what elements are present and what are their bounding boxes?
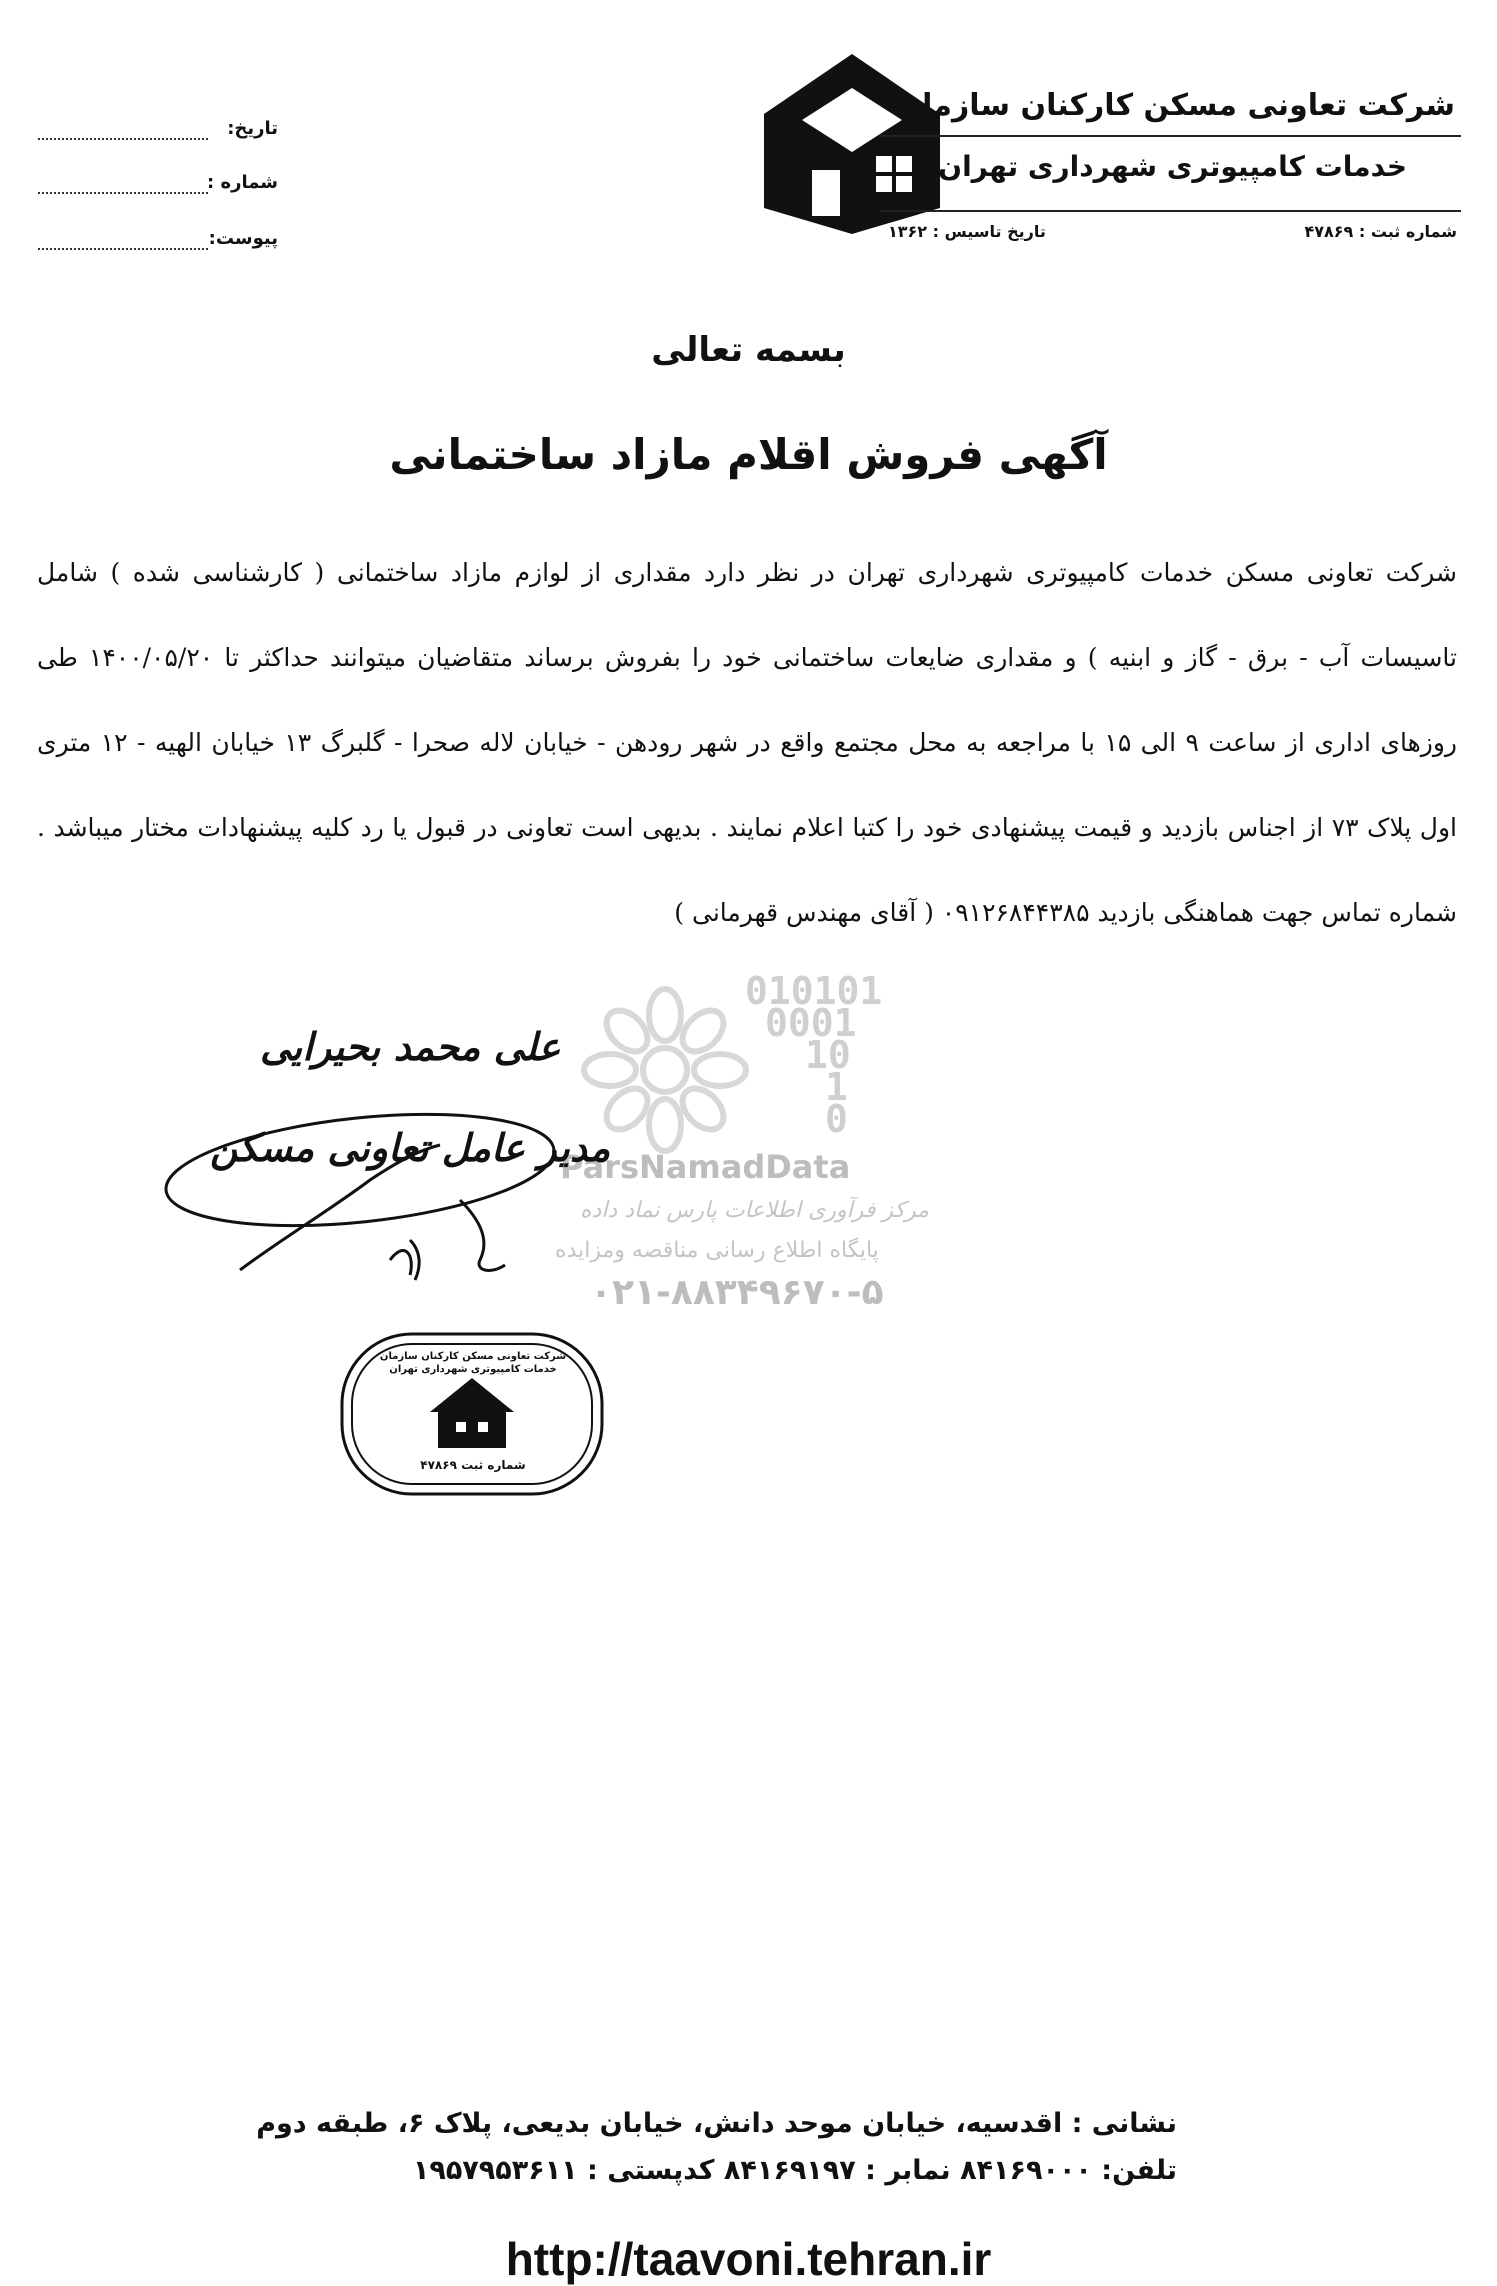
attachment-label: پیوست: xyxy=(208,228,278,249)
attachment-dotted-line xyxy=(38,248,208,250)
watermark-binary-row: 1 xyxy=(825,1065,848,1109)
signatory-role: مدیر عامل تعاونی مسکن xyxy=(210,1125,611,1170)
number-field xyxy=(38,172,278,206)
notice-title: آگهی فروش اقلام مازاد ساختمانی xyxy=(389,430,1108,479)
stamp-ring-text: شرکت تعاونی مسکن کارکنان سازمان خدمات کامپیوتری شهرداری تهران xyxy=(379,1351,567,1375)
date-dotted-line xyxy=(38,138,208,140)
number-dotted-line xyxy=(38,192,208,194)
registration-number: شماره ثبت : ۴۷۸۶۹ xyxy=(1304,222,1457,241)
company-stamp xyxy=(338,1330,606,1498)
watermark-binary-row: 10 xyxy=(805,1033,851,1077)
company-name-line1: شرکت تعاونی مسکن کارکنان سازمان xyxy=(896,88,1455,123)
signatory-name: علی محمد بحیرایی xyxy=(260,1024,561,1069)
watermark-line1: مرکز فرآوری اطلاعات پارس نماد داده xyxy=(580,1198,929,1223)
header-divider xyxy=(880,210,1461,212)
watermark-binary xyxy=(745,969,883,1141)
watermark-brand: ParsNamadData xyxy=(560,1148,851,1186)
header-divider xyxy=(880,135,1461,137)
watermark-line2: پایگاه اطلاع رسانی مناقصه ومزایده xyxy=(555,1238,879,1263)
footer-address: نشانی : اقدسیه، خیابان موحد دانش، خیابان بدیعی، پلاک ۶، طبقه دوم xyxy=(256,2108,1177,2139)
footer-phones: تلفن: ۸۴۱۶۹۰۰۰ نمابر : ۸۴۱۶۹۱۹۷ کدپستی : ۱۹۵۷۹۵۳۶۱۱ xyxy=(412,2155,1177,2186)
watermark-binary-row: 0 xyxy=(825,1097,848,1141)
bismillah-heading: بسمه تعالی xyxy=(651,330,846,370)
stamp-registration: شماره ثبت ۴۷۸۶۹ xyxy=(420,1458,526,1472)
attachment-field xyxy=(38,228,278,262)
number-label: شماره : xyxy=(207,172,278,193)
date-label: تاریخ: xyxy=(227,118,278,139)
website-link[interactable]: http://taavoni.tehran.ir xyxy=(505,2233,992,2285)
watermark-phone: ۰۲۱-۸۸۳۴۹۶۷۰-۵ xyxy=(590,1272,884,1313)
watermark-binary-row: 010101 xyxy=(745,969,883,1013)
date-field xyxy=(38,118,278,152)
signature-scribble-icon xyxy=(160,1090,640,1330)
establishment-date: تاریخ تاسیس : ۱۳۶۲ xyxy=(888,222,1046,241)
company-name-line2: خدمات کامپیوتری شهرداری تهران xyxy=(938,150,1407,183)
notice-body: شرکت تعاونی مسکن خدمات کامپیوتری شهرداری تهران در نظر دارد مقداری از لوازم مازاد ساختمانی ( کارشناسی شده ) شامل تاسیسات آب - برق - گاز و ابنیه ) و مقداری ضایعات ساختمانی خود را بفروش برساند متقاضیان میتوانند حداکثر تا ۱۴۰۰/۰۵/۲۰ طی روزهای اداری از ساعت ۹ الی ۱۵ با مراجعه به محل مجتمع واقع در شهر رودهن - خیابان لاله صحرا - گلبرگ ۱۳ خیابان الهیه - ۱۲ متری اول پلاک ۷۳ از اجناس بازدید و قیمت پیشنهادی خود را کتبا اعلام نمایند . بدیهی است تعاونی در قبول یا رد کلیه پیشنهادات مختار میباشد . شماره تماس جهت هماهنگی بازدید ۰۹۱۲۶۸۴۴۳۸۵ ( آقای مهندس قهرمانی ) xyxy=(37,558,1458,927)
watermark-binary-row: 0001 xyxy=(765,1001,857,1045)
